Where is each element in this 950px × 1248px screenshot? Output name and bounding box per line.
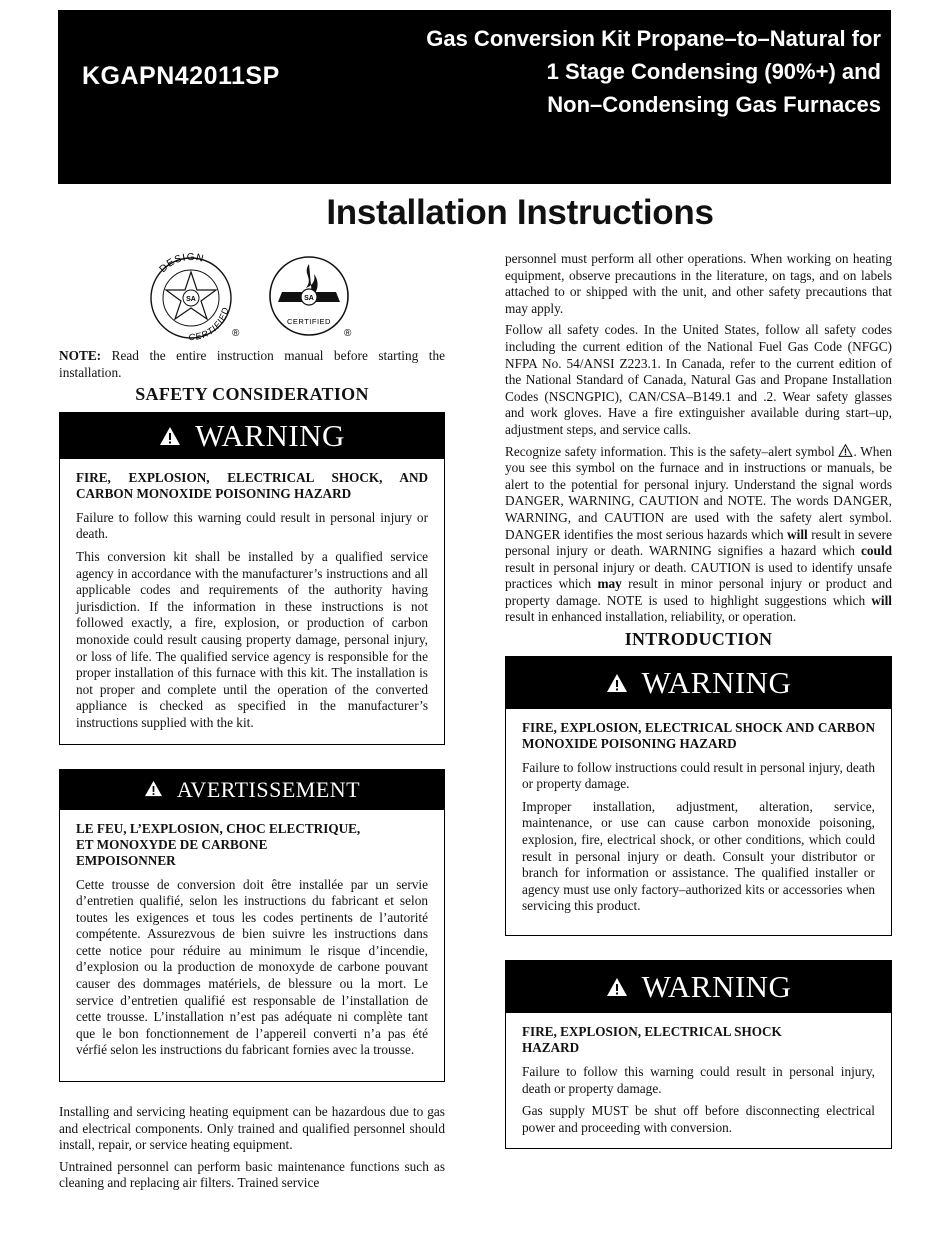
header-banner (58, 10, 891, 184)
shock-warning-hazard (522, 1024, 875, 1056)
certification-logos (59, 252, 445, 344)
right-column (505, 251, 892, 1149)
certified-logo-center: SA (304, 295, 314, 302)
kit-title-line-2: 1 Stage Condensing (90%+) and (546, 59, 881, 84)
intro-warning-label: WARNING (641, 664, 792, 700)
model-number: KGAPN42011SP (82, 62, 280, 90)
design-logo-reg: ® (232, 328, 240, 339)
safety-warning-paragraph: This conversion kit shall be installed by a qualified service agency in accordance with the manufacturer’s instructions and all applicable codes and requirements of the authority having jurisdiction. If the information in these instructions is not followed exactly, a fire, explosion, or production of carbon monoxide could result causing property damage, personal injury, or loss of life. The qualified service agency is responsible for the proper installation of this furnace with this kit. The installation is not proper and complete until the operation of the converted appliance is checked as specified in the manufacturer’s instructions supplied with the kit. (76, 548, 428, 730)
intro-warning-body (506, 709, 891, 935)
shock-warning-body (506, 1013, 891, 1148)
recognize-text: result in severe personal injury or death. WARNING signifies a hazard which (505, 526, 892, 559)
safety-warning-label: WARNING (195, 417, 345, 453)
right-paragraph: Follow all safety codes. In the United States, follow all safety codes including the current edition of the National Fuel Gas Code (NFGC) NFPA No. 54/ANSI Z223.1. In Canada, refer to the current edition of the National Standard of Canada, Natural Gas and Propane Installation Codes (NSCNGPIC), CAN/CSA–B149.1 and .2. Wear safety glasses and work gloves. Have a fire extinguisher available during start–up, adjustment steps, and service calls. (505, 322, 892, 437)
avertissement-label: AVERTISSEMENT (176, 776, 361, 802)
avertissement-hazard-line: ET MONOXYDE DE CARBONE (76, 836, 268, 852)
certified-logo-reg: ® (344, 328, 352, 339)
certified-logo-label: CERTIFIED (287, 317, 331, 326)
warning-triangle-icon (606, 977, 628, 997)
recognize-text: Recognize safety information. This is the safety–alert symbol (505, 443, 835, 459)
kit-title-line-3: Non–Condensing Gas Furnaces (547, 92, 881, 117)
introduction-heading: INTRODUCTION (624, 629, 773, 650)
intro-warning-hazard: FIRE, EXPLOSION, ELECTRICAL SHOCK AND CARBON MONOXIDE POISONING HAZARD (522, 719, 875, 751)
note-text: Read the entire instruction manual before starting the installation. (59, 348, 446, 380)
safety-warning-body (60, 459, 444, 744)
recognize-text: result in personal injury or death. CAUTION is used to identify unsafe practices which (505, 559, 892, 592)
design-logo-center: SA (186, 296, 196, 303)
safety-body-paragraph: Untrained personnel can perform basic maintenance functions such as cleaning and replacing air filters. Trained service (59, 1158, 445, 1191)
intro-warning-paragraph: Failure to follow instructions could result in personal injury, death or property damage. (522, 759, 875, 792)
safety-warning-box (59, 412, 445, 745)
shock-warning-label: WARNING (641, 969, 792, 1004)
warning-triangle-icon (606, 673, 628, 693)
safety-body-paragraph: Installing and servicing heating equipment can be hazardous due to gas and electrical components. Only trained and qualified personnel should install, repair, or service heating equipment. (59, 1104, 445, 1153)
safety-warning-bar (60, 413, 444, 459)
shock-warning-paragraph: Failure to follow this warning could result in personal injury, death or property damage. (522, 1064, 875, 1096)
avertissement-hazard-line: LE FEU, L’EXPLOSION, CHOC ELECTRIQUE, (76, 820, 361, 836)
note-paragraph (59, 348, 445, 381)
recognize-text: result in minor personal injury or product and property damage. NOTE is used to highlight suggestions which (505, 576, 892, 608)
avertissement-paragraph: Cette trousse de conversion doit être installée par un servie d’entretien qualifié, selon les instructions du fabricant et selon toutes les exigences et tous les codes pertinents de l’autorité compétente. Assurezvous de bien suivre les instructions dans cette notice pour réduire au minimum le risque d’incendie, d’explosion ou la production de monoxyde de carbone pouvant causer des dommages matériels, de blessure ou la mort. Le service d’entretien qualifié est responsable de l’installation de cette trousse. L’installation n’est pas adéquate ni complète tant que le bon fonctionnement de l’appereil converti n’a pas été vérfié selon les instructions du fabricant fornies avec la trousse. (76, 876, 428, 1058)
shock-warning-hazard-line: HAZARD (522, 1040, 580, 1055)
kit-title (361, 22, 881, 121)
shock-warning-bar (506, 961, 891, 1013)
recognize-bold: will (787, 526, 808, 542)
kit-title-line-1: Gas Conversion Kit Propane–to–Natural for (426, 26, 881, 51)
recognize-bold: could (860, 543, 892, 559)
safety-heading: SAFETY CONSIDERATION (135, 384, 369, 405)
certified-logo (264, 252, 359, 344)
page-title: Installation Instructions (326, 193, 714, 232)
design-logo-bottom-text: CERTIFIED (188, 305, 231, 343)
shock-warning-hazard-line: FIRE, EXPLOSION, ELECTRICAL SHOCK (522, 1024, 782, 1039)
avertissement-box (59, 769, 445, 1083)
avertissement-hazard-line: EMPOISONNER (76, 852, 176, 868)
recognize-paragraph (505, 444, 892, 627)
shock-warning-box (505, 960, 892, 1149)
recognize-bold: may (597, 576, 622, 592)
shock-warning-paragraph: Gas supply MUST be shut off before disconnecting electrical power and proceeding with conversion. (522, 1103, 875, 1135)
left-column (59, 252, 445, 1197)
design-logo-top-text: DESIGN (157, 252, 206, 276)
safety-warning-hazard: FIRE, EXPLOSION, ELECTRICAL SHOCK, AND CARBON MONOXIDE POISONING HAZARD (76, 469, 428, 501)
safety-alert-icon (838, 444, 853, 457)
design-certified-logo (141, 252, 241, 344)
warning-triangle-icon (144, 780, 163, 797)
right-paragraph: personnel must perform all other operations. When working on heating equipment, observe precautions in the literature, on tags, and on labels attached to or shipped with the unit, and other safety precautions that may apply. (505, 251, 892, 316)
avertissement-body (60, 810, 444, 1082)
recognize-text: . When you see this symbol on the furnace and in instructions or manuals, be alert to the potential for personal injury. Understand the signal words DANGER, WARNING, CAUTION and NOTE. The words DANGER, WARNING, and CAUTION are used with the safety alert symbol. DANGER identifies the most serious hazards which (505, 443, 892, 542)
intro-warning-box (505, 656, 892, 936)
note-label: NOTE: (59, 348, 102, 363)
avertissement-hazard (76, 821, 428, 869)
avertissement-bar (60, 770, 444, 810)
recognize-text: result in enhanced installation, reliability, or operation. (505, 609, 797, 625)
safety-warning-paragraph: Failure to follow this warning could result in personal injury or death. (76, 509, 428, 542)
warning-triangle-icon (159, 426, 181, 446)
recognize-bold: will (871, 592, 892, 608)
intro-warning-paragraph: Improper installation, adjustment, alteration, service, maintenance, or use can cause carbon monoxide poisoning, explosion, fire, electrical shock, or other conditions, which could result in personal injury or death. Consult your distributor or branch for information or assistance. The qualified installer or agency must use only factory–authorized kits or accessories when servicing this product. (522, 798, 875, 914)
intro-warning-bar (506, 657, 891, 709)
